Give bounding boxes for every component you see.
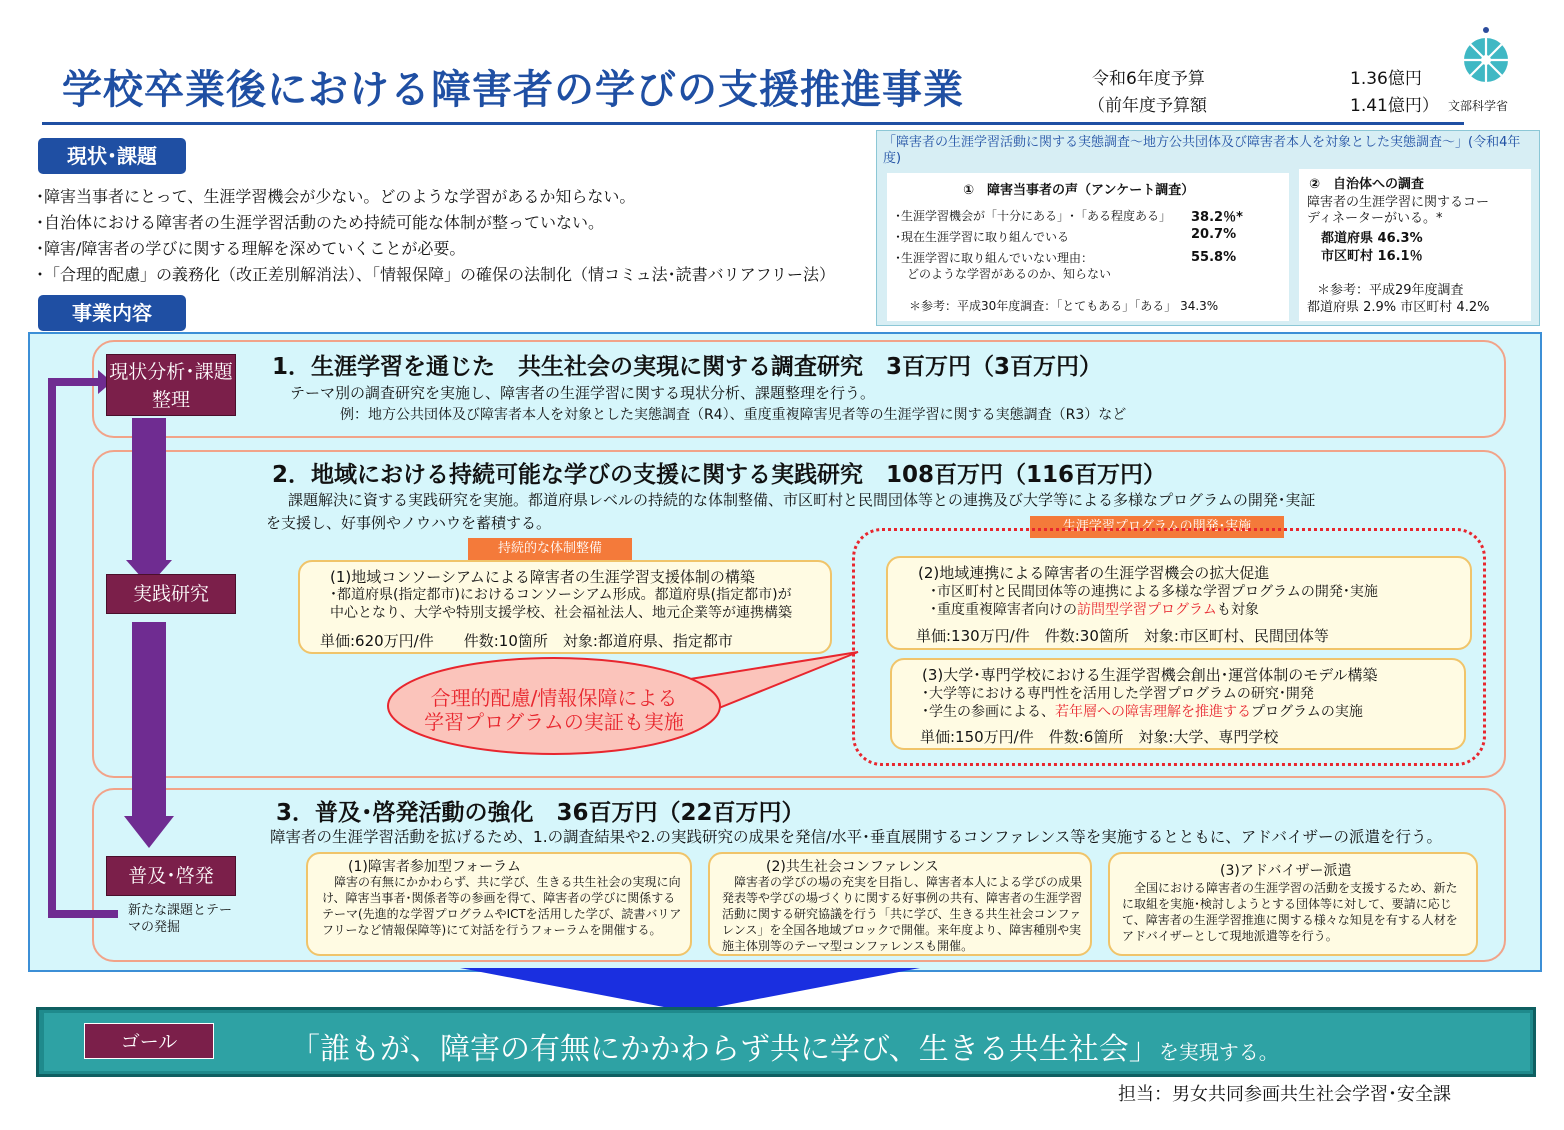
ministry-logo-icon bbox=[1456, 24, 1516, 84]
goal-statement: 「誰もが、障害の有無にかかわらず共に学び、生きる共生社会」を実現する。 bbox=[290, 1032, 1279, 1067]
s3-box2-title: (2)共生社会コンファレンス bbox=[766, 859, 939, 875]
s2-box1-title: (1)地域コンソーシアムによる障害者の生涯学習支援体制の構築 bbox=[330, 568, 755, 586]
s3-box1-body: 障害の有無にかかわらず、共に学び、生きる共生社会の実現に向け、障害当事者･関係者等の参画を得て、障害者の学びに関係するテーマ(先進的な学習プログラムやICTを活用した学び、読書バリアフリーなど情報保障等)にて対話を行うフォーラムを開催する。 bbox=[322, 875, 682, 937]
status-tag: 現状･課題 bbox=[38, 138, 186, 174]
s2-box1-line: 中心となり、大学や特別支援学校、社会福祉法人、地元企業等が連携構築 bbox=[330, 605, 792, 621]
issue-item: ･「合理的配慮」の義務化（改正差別解消法）、「情報保障」の確保の法制化（情コミュ法･読書バリアフリー法） bbox=[36, 265, 836, 284]
survey-box-municipal bbox=[1299, 169, 1531, 321]
s2-box3-line: ･大学等における専門性を活用した学習プログラムの研究･開発 bbox=[922, 686, 1314, 702]
goal-arrow bbox=[440, 968, 940, 1012]
ministry-name: 文部科学省 bbox=[1448, 99, 1509, 113]
footer-contact: 担当：男女共同参画共生社会学習･安全課 bbox=[1118, 1084, 1451, 1105]
callout-text: 合理的配慮/情報保障による 学習プログラムの実証も実施 bbox=[424, 686, 684, 734]
s2-box1-line: ･都道府県(指定都市)におけるコンソーシアム形成。都道府県(指定都市)が bbox=[330, 587, 792, 603]
survey-pref-rate: 都道府県 46.3% bbox=[1321, 231, 1423, 246]
issue-item: ･障害当事者にとって、生涯学習機会が少ない。どのような学習があるか知らない。 bbox=[36, 187, 636, 206]
s3-box2-body: 障害者の学びの場の充実を目指し、障害者本人による学びの成果発表等や学びの場づくりに関する好事例の共有、障害者の生涯学習活動に関する研究協議を行う「共に学び、生きる共生社会コンファレンス」を全国各地域ブロックで開催。来年度より、障害種別や実施主体別等のテーマ型コンファレンスも開催。 bbox=[722, 875, 1083, 953]
survey-box2-text: ディネーターがいる。* bbox=[1307, 211, 1443, 226]
survey-row-label: ･生涯学習機会が「十分にある」･「ある程度ある」 bbox=[895, 209, 1172, 223]
loop-note: 新たな課題とテーマの発掘 bbox=[128, 903, 233, 935]
survey-box1-note: ＊参考：平成30年度調査：「とてもある」「ある」 34.3% bbox=[909, 299, 1219, 313]
survey-box2-note: ＊参考：平成29年度調査 bbox=[1317, 283, 1464, 298]
page-title: 学校卒業後における障害者の学びの支援推進事業 bbox=[62, 67, 964, 113]
budget-value: 1.36億円 bbox=[1350, 69, 1422, 89]
flow-arrows bbox=[40, 360, 220, 920]
survey-row-value: 55.8% bbox=[1191, 250, 1237, 265]
survey-row-value: 38.2％* bbox=[1191, 210, 1243, 225]
survey-title: 「障害者の生涯学習活動に関する実態調査～地方公共団体及び障害者本人を対象とした実態調査～」(令和4年度) bbox=[883, 135, 1521, 166]
goal-label: ゴール bbox=[84, 1023, 214, 1059]
section-1-example: 例：地方公共団体及び障害者本人を対象とした実態調査（R4）、重度重複障害児者等の生涯学習に関する実態調査（R3）など bbox=[340, 407, 1127, 423]
survey-box2-heading: ② 自治体への調査 bbox=[1309, 177, 1425, 192]
section-1-desc: テーマ別の調査研究を実施し、障害者の生涯学習に関する現状分析、課題整理を行う。 bbox=[290, 384, 876, 402]
title-rule bbox=[42, 122, 1464, 125]
s2-box2-unit: 単価:130万円/件 件数:30箇所 対象:市区町村、民間団体等 bbox=[916, 627, 1329, 645]
section-3-desc: 障害者の生涯学習活動を拡げるため、1.の調査結果や2.の実践研究の成果を発信/水平･垂直展開するコンファレンス等を実施するとともに、アドバイザーの派遣を行う。 bbox=[270, 828, 1442, 846]
survey-row-label: ･現在生涯学習に取り組んでいる bbox=[895, 230, 1070, 244]
business-tag: 事業内容 bbox=[38, 295, 186, 331]
s2-box-university bbox=[890, 658, 1466, 750]
prev-budget-label: （前年度予算額 bbox=[1088, 96, 1207, 116]
s3-box-forum bbox=[306, 852, 692, 956]
section-1-title: 1．生涯学習を通じた 共生社会の実現に関する調査研究 3百万円（3百万円） bbox=[272, 354, 1103, 380]
s3-box-conference bbox=[708, 852, 1092, 956]
s2-box1-unit: 単価:620万円/件 件数:10箇所 対象:都道府県、指定都市 bbox=[320, 632, 733, 650]
down-arrow-2 bbox=[132, 622, 166, 818]
s2-box3-line: ･学生の参画による、若年層への障害理解を推進するプログラムの実施 bbox=[922, 704, 1363, 720]
survey-row-sub: どのような学習があるのか、知らない bbox=[907, 267, 1112, 281]
s3-box3-title: (3)アドバイザー派遣 bbox=[1220, 863, 1352, 879]
s2-box3-title: (3)大学･専門学校における生涯学習機会創出･運営体制のモデル構築 bbox=[922, 666, 1378, 684]
tag-sustainable: 持続的な体制整備 bbox=[468, 538, 632, 560]
survey-box-voices bbox=[887, 173, 1289, 321]
section-2-desc: を支援し、好事例やノウハウを蓄積する。 bbox=[266, 514, 552, 532]
stage-practice: 実践研究 bbox=[106, 574, 236, 614]
s2-box-consortium bbox=[298, 560, 832, 654]
survey-row-value: 20.7% bbox=[1191, 227, 1237, 242]
section-2-desc: 課題解決に資する実践研究を実施。都道府県レベルの持続的な体制整備、市区町村と民間団体等との連携及び大学等による多様なプログラムの開発･実証 bbox=[288, 491, 1316, 509]
survey-box1-heading: ① 障害当事者の声（アンケート調査） bbox=[963, 183, 1195, 198]
stage-analysis: 現状分析･課題整理 bbox=[106, 354, 236, 416]
prev-budget-value: 1.41億円） bbox=[1350, 96, 1439, 116]
s3-box1-title: (1)障害者参加型フォーラム bbox=[348, 859, 521, 875]
loop-arrow bbox=[52, 382, 118, 914]
survey-box2-note: 都道府県 2.9% 市区町村 4.2% bbox=[1307, 300, 1490, 315]
survey-panel bbox=[876, 130, 1540, 326]
tag-program-dev: 生涯学習プログラムの開発･実施 bbox=[1030, 516, 1284, 538]
stage-promotion: 普及･啓発 bbox=[106, 856, 236, 896]
s2-box2-line: ･重度重複障害者向けの訪問型学習プログラムも対象 bbox=[930, 602, 1259, 618]
section-3-title: 3．普及･啓発活動の強化 36百万円（22百万円） bbox=[276, 800, 805, 826]
issue-item: ･自治体における障害者の生涯学習活動のため持続可能な体制が整っていない。 bbox=[36, 213, 605, 232]
s2-box2-title: (2)地域連携による障害者の生涯学習機会の拡大促進 bbox=[918, 564, 1270, 582]
s3-box-advisor bbox=[1108, 852, 1478, 956]
budget-label: 令和6年度予算 bbox=[1092, 69, 1205, 89]
s2-box3-unit: 単価:150万円/件 件数:6箇所 対象:大学、専門学校 bbox=[920, 728, 1279, 746]
section-2-title: 2．地域における持続可能な学びの支援に関する実践研究 108百万円（116百万円） bbox=[272, 462, 1167, 488]
s3-box3-body: 全国における障害者の生涯学習の活動を支援するため、新たに取組を実施･検討しようとする団体等に対して、要請に応じて、障害者の生涯学習推進に関する様々な知見を有する人材をアドバイザーとして現地派遣等を行う。 bbox=[1122, 881, 1458, 943]
issue-item: ･障害/障害者の学びに関する理解を深めていくことが必要。 bbox=[36, 239, 466, 258]
survey-row-label: ･生涯学習に取り組んでいない理由： bbox=[895, 251, 1094, 265]
survey-box2-text: 障害者の生涯学習に関するコー bbox=[1307, 195, 1490, 210]
s2-box2-line: ･市区町村と民間団体等の連携による多様な学習プログラムの開発･実施 bbox=[930, 584, 1378, 600]
survey-city-rate: 市区町村 16.1％ bbox=[1321, 249, 1423, 264]
s2-box-regional bbox=[886, 556, 1472, 650]
down-arrow-1 bbox=[132, 418, 166, 560]
